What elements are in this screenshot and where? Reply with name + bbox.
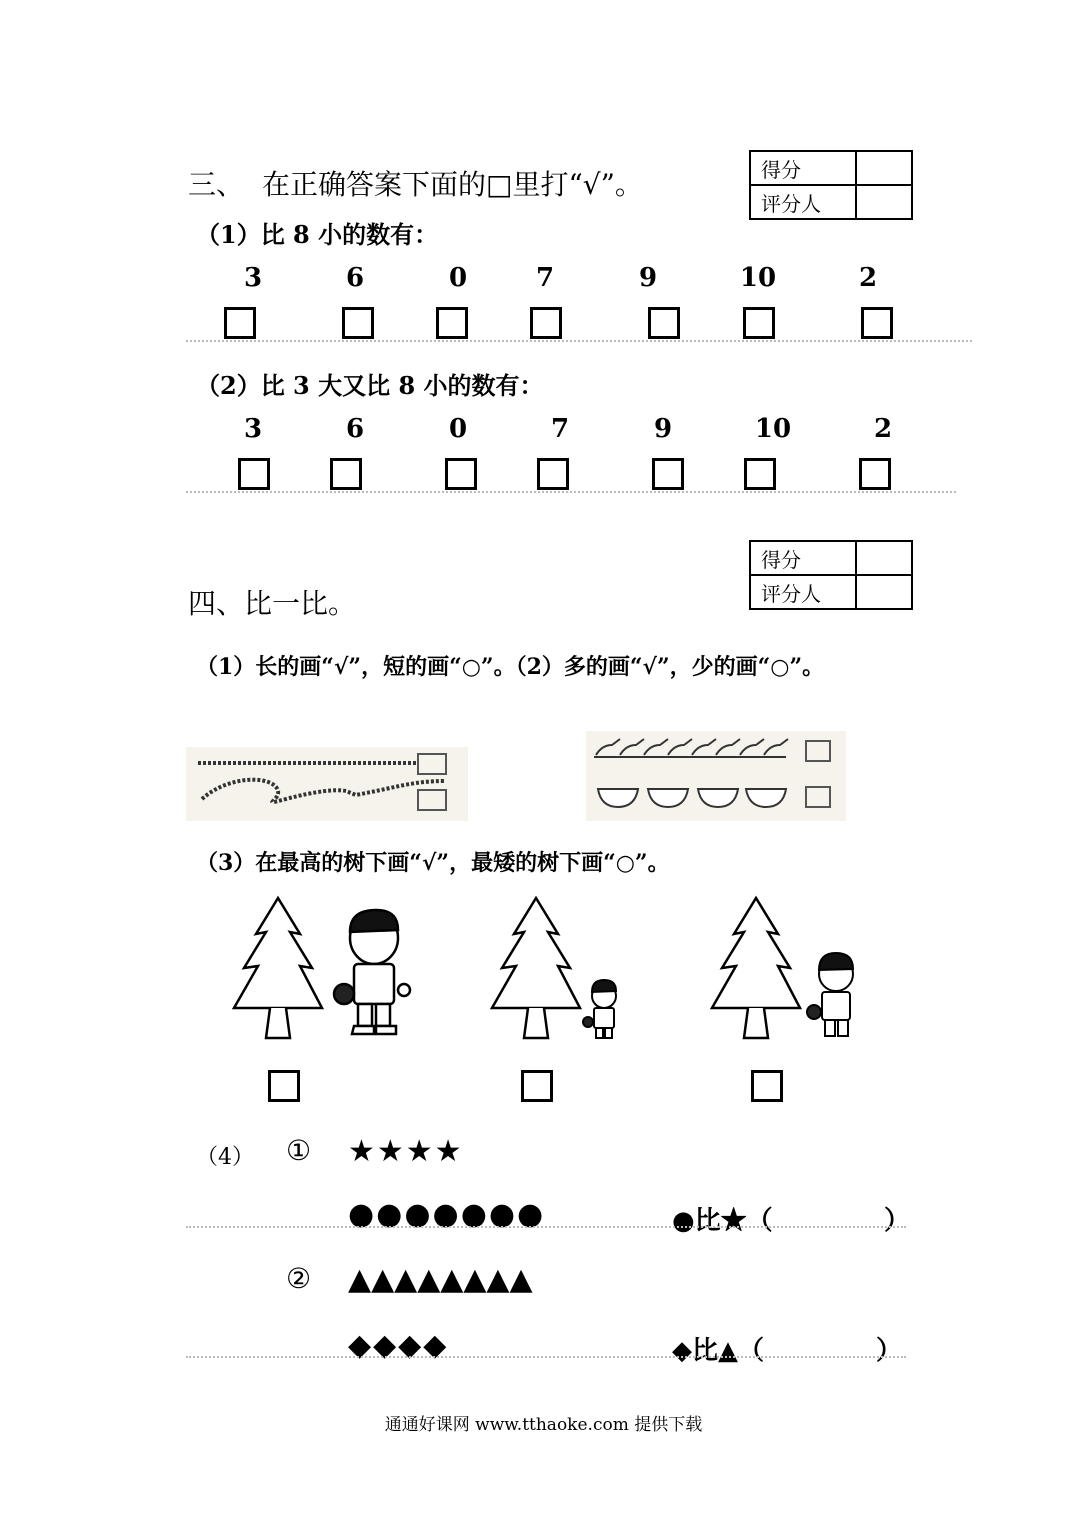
answer-checkbox[interactable] <box>648 307 680 339</box>
section3-title: 在正确答案下面的□里打“√”。 <box>262 168 643 201</box>
answer-checkbox[interactable] <box>861 307 893 339</box>
boy-icon <box>807 953 853 1036</box>
q2-number: 9 <box>653 414 673 444</box>
answer-checkbox[interactable] <box>521 1070 553 1102</box>
answer-checkbox[interactable] <box>806 787 830 807</box>
answer-checkbox[interactable] <box>238 458 270 490</box>
answer-checkbox[interactable] <box>530 307 562 339</box>
q2-number: 0 <box>448 414 468 444</box>
dots-row: ●●●●●●● <box>348 1197 546 1232</box>
score-box-section4 <box>749 540 913 610</box>
answer-checkbox[interactable] <box>751 1070 783 1102</box>
q4-label: （4） <box>196 1145 254 1170</box>
q1-number: 3 <box>243 263 263 293</box>
section3-number: 三、 <box>188 168 245 201</box>
score-label: 得分 <box>750 151 856 185</box>
answer-checkbox[interactable] <box>342 307 374 339</box>
q1-number: 2 <box>858 263 878 293</box>
rope-icon <box>186 747 468 821</box>
tree-icon <box>234 898 322 1038</box>
grader-label: 评分人 <box>750 575 856 609</box>
dotted-line <box>186 1226 906 1228</box>
rope-picture <box>186 747 468 821</box>
tree-icon <box>712 898 800 1038</box>
q4-part2-number: ② <box>286 1262 312 1295</box>
diamonds-row: ◆◆◆◆ <box>348 1328 449 1363</box>
q1-number: 9 <box>638 263 658 293</box>
stars-row: ★★★★ <box>348 1134 464 1169</box>
answer-checkbox[interactable] <box>859 458 891 490</box>
q12-prompt: （1）长的画“√”，短的画“○”。（2）多的画“√”，少的画“○”。 <box>196 654 825 680</box>
dotted-line <box>186 340 972 342</box>
compare-diamonds-triangles: ◆比▲（ <box>672 1336 764 1366</box>
tree-boy-group-3 <box>704 892 864 1042</box>
q1-number: 6 <box>345 263 365 293</box>
triangles-row: ▲▲▲▲▲▲▲▲ <box>348 1262 533 1297</box>
compare-dots-stars: ●比★（ <box>672 1206 773 1236</box>
q2-number: 2 <box>873 414 893 444</box>
bowl-icon <box>598 789 786 807</box>
answer-checkbox[interactable] <box>268 1070 300 1102</box>
q2-number: 7 <box>550 414 570 444</box>
close-paren: ） <box>876 1336 903 1366</box>
q3-prompt: （3）在最高的树下画“√”，最矮的树下画“○”。 <box>196 850 670 876</box>
tree-boy-group-2 <box>484 892 634 1042</box>
answer-checkbox[interactable] <box>445 458 477 490</box>
section4-title: 四、比一比。 <box>188 587 357 620</box>
score-box-section3 <box>749 150 913 220</box>
answer-checkbox[interactable] <box>743 307 775 339</box>
q2-number: 3 <box>243 414 263 444</box>
spoon-icon <box>594 739 788 757</box>
grader-cell[interactable] <box>856 575 912 609</box>
q1-number: 7 <box>535 263 555 293</box>
q4-part1-number: ① <box>286 1134 312 1167</box>
tree-icon <box>492 898 580 1038</box>
score-cell[interactable] <box>856 541 912 575</box>
q2-prompt: （2）比 3 大又比 8 小的数有： <box>196 371 544 400</box>
answer-checkbox[interactable] <box>436 307 468 339</box>
score-cell[interactable] <box>856 151 912 185</box>
spoon-bowl-picture <box>586 731 846 821</box>
dotted-line <box>186 491 956 493</box>
answer-checkbox[interactable] <box>806 741 830 761</box>
q1-number: 0 <box>448 263 468 293</box>
answer-checkbox[interactable] <box>418 790 446 810</box>
q2-number: 10 <box>754 414 792 444</box>
q2-number: 6 <box>345 414 365 444</box>
footer-credit: 通通好课网 www.tthaoke.com 提供下载 <box>384 1415 703 1435</box>
tree-boy-group-1 <box>226 892 416 1042</box>
boy-icon <box>583 980 616 1038</box>
answer-checkbox[interactable] <box>537 458 569 490</box>
answer-checkbox[interactable] <box>744 458 776 490</box>
answer-checkbox[interactable] <box>652 458 684 490</box>
grader-cell[interactable] <box>856 185 912 219</box>
answer-checkbox[interactable] <box>224 307 256 339</box>
score-label: 得分 <box>750 541 856 575</box>
q1-prompt: （1）比 8 小的数有： <box>196 220 439 249</box>
answer-checkbox[interactable] <box>330 458 362 490</box>
close-paren: ） <box>884 1206 911 1236</box>
q1-number: 10 <box>739 263 777 293</box>
grader-label: 评分人 <box>750 185 856 219</box>
dotted-line <box>186 1356 906 1358</box>
answer-checkbox[interactable] <box>418 754 446 774</box>
boy-icon <box>334 910 410 1034</box>
